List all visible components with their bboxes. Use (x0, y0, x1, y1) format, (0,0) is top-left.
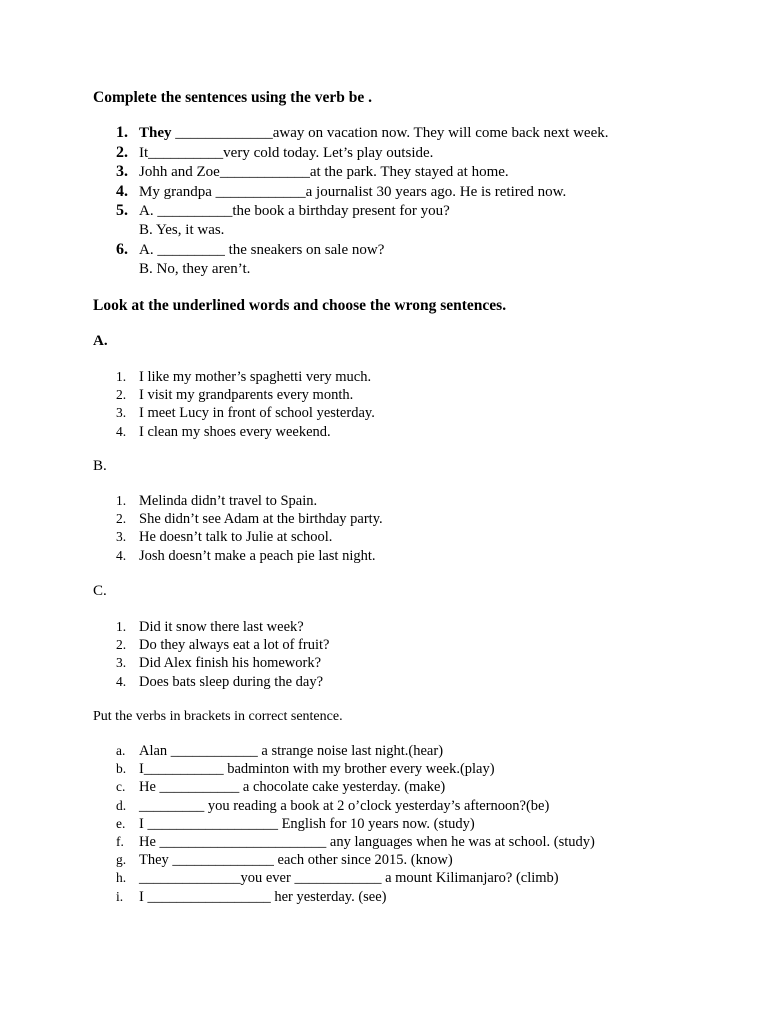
list-item (116, 387, 375, 405)
section1-list (116, 124, 609, 280)
group-c-label: C. (93, 583, 107, 599)
item-text: I like my mother’s spaghetti very much. (139, 369, 372, 385)
list-item (116, 548, 383, 566)
item-letter: b. (116, 761, 127, 777)
list-item (116, 834, 595, 852)
list-item (116, 637, 329, 655)
list-item (116, 369, 375, 387)
item-text: He doesn’t talk to Julie at school. (139, 529, 333, 546)
section2-heading: Look at the underlined words and choose the wrong sentences. (93, 297, 507, 314)
group-b-list (116, 493, 383, 566)
item-text: She didn’t see Adam at the birthday party. (139, 511, 383, 528)
item-number: 3. (116, 529, 127, 545)
item-text: I __________________ English for 10 years now. (study) (139, 815, 475, 832)
item-text: Johh and Zoe____________at the park. They stayed at home. (139, 164, 509, 180)
list-item (116, 241, 609, 261)
item-text: ______________you ever ____________ a mount Kilimanjaro? (climb) (139, 870, 559, 887)
list-item (116, 222, 609, 242)
list-item (116, 779, 595, 797)
list-item (116, 870, 595, 888)
group-c-list (116, 619, 329, 692)
list-item (116, 529, 383, 547)
list-item (116, 816, 595, 834)
item-letter: d. (116, 797, 127, 813)
list-item (116, 798, 595, 816)
item-letter: h. (116, 870, 127, 886)
list-item (116, 674, 329, 692)
section3-heading: Put the verbs in brackets in correct sentence. (93, 709, 343, 724)
item-number: 1. (116, 619, 127, 634)
list-item (116, 761, 595, 779)
item-text: Did Alex finish his homework? (139, 655, 322, 672)
list-item (116, 424, 375, 442)
item-number: 6. (116, 241, 128, 258)
list-item (116, 511, 383, 529)
item-letter: i. (116, 888, 124, 904)
item-number: 2. (116, 387, 127, 403)
list-item (116, 743, 595, 761)
section1-heading: Complete the sentences using the verb be . (93, 89, 372, 106)
item-text: Alan ____________ a strange noise last night.(hear) (139, 743, 444, 759)
item-letter: c. (116, 779, 126, 795)
item-text: I visit my grandparents every month. (139, 387, 354, 404)
item-letter: f. (116, 833, 124, 849)
list-item (116, 261, 609, 281)
list-item (116, 889, 595, 907)
item-text: He _______________________ any languages when he was at school. (study) (139, 833, 595, 850)
list-item (116, 493, 383, 511)
list-item (116, 124, 609, 144)
item-text: Did it snow there last week? (139, 619, 304, 635)
item-number: 3. (116, 655, 127, 671)
group-a-label: A. (93, 333, 108, 349)
item-number: 1. (116, 493, 127, 508)
item-number: 2. (116, 143, 128, 161)
item-number: 4. (116, 182, 128, 200)
item-text: Josh doesn’t make a peach pie last night. (139, 547, 376, 564)
list-item (116, 163, 609, 183)
item-number: 4. (116, 547, 127, 563)
item-text: A. _________ the sneakers on sale now? (139, 242, 385, 258)
item-text: Melinda didn’t travel to Spain. (139, 493, 318, 509)
item-text: I___________ badminton with my brother every week.(play) (139, 761, 495, 778)
item-text: Does bats sleep during the day? (139, 673, 324, 690)
item-number: 1. (116, 124, 128, 141)
item-text: I meet Lucy in front of school yesterday. (139, 405, 375, 422)
item-letter: g. (116, 852, 127, 868)
item-number: 1. (116, 369, 127, 384)
list-item (116, 405, 375, 423)
item-text: They ______________ each other since 2015. (know) (139, 852, 453, 869)
list-item (116, 183, 609, 203)
list-item (116, 619, 329, 637)
item-number: 3. (116, 163, 128, 180)
group-b-label: B. (93, 458, 107, 474)
item-letter: e. (116, 815, 126, 831)
item-text: Do they always eat a lot of fruit? (139, 637, 330, 654)
item-number: 3. (116, 405, 127, 421)
item-text: A. __________the book a birthday present for you? (139, 203, 450, 219)
list-item (116, 144, 609, 164)
item-number: 4. (116, 673, 127, 689)
item-text: It__________very cold today. Let’s play outside. (139, 144, 434, 161)
item-text: They _____________away on vacation now. They will come back next week. (139, 125, 609, 141)
item-text: B. No, they aren’t. (139, 260, 251, 277)
item-text: He ___________ a chocolate cake yesterday. (make) (139, 779, 446, 796)
item-text: I clean my shoes every weekend. (139, 423, 331, 440)
item-text: I _________________ her yesterday. (see) (139, 888, 387, 905)
group-a-list (116, 369, 375, 442)
item-text: _________ you reading a book at 2 o’clock yesterday’s afternoon?(be) (139, 797, 550, 814)
list-item (116, 655, 329, 673)
list-item (116, 852, 595, 870)
item-text: My grandpa ____________a journalist 30 years ago. He is retired now. (139, 183, 567, 200)
item-number: 5. (116, 202, 128, 219)
item-letter: a. (116, 743, 126, 758)
section3-list (116, 743, 595, 907)
list-item (116, 202, 609, 222)
item-number: 2. (116, 511, 127, 527)
item-text: B. Yes, it was. (139, 221, 225, 238)
item-number: 4. (116, 423, 127, 439)
item-number: 2. (116, 637, 127, 653)
